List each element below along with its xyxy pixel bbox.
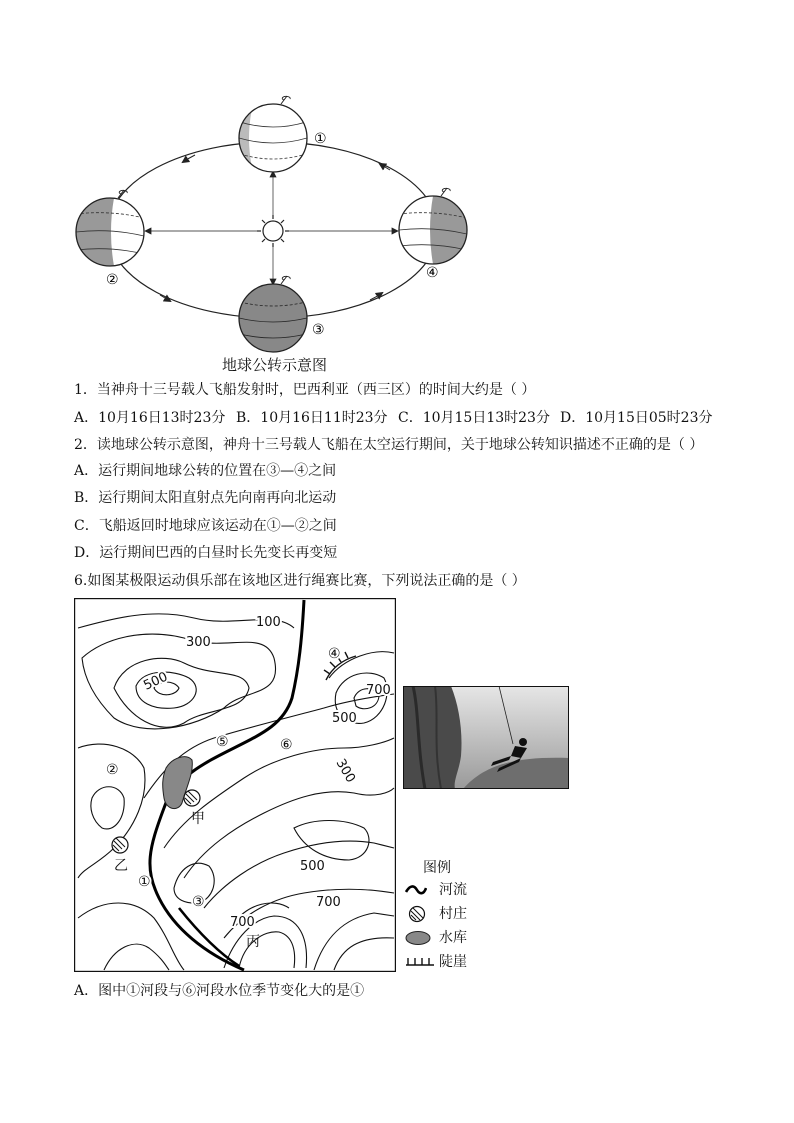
point-label-5: ⑤ xyxy=(216,734,229,750)
earth-position-3 xyxy=(239,276,307,352)
legend-item-reservoir xyxy=(405,926,485,950)
position-label-1: ① xyxy=(314,131,327,147)
position-label-2: ② xyxy=(106,272,119,288)
village-icon xyxy=(184,790,200,806)
earth-position-1 xyxy=(239,96,307,172)
earth-position-2 xyxy=(76,190,144,266)
contour-label: 700 xyxy=(366,683,391,698)
point-label-2: ② xyxy=(106,762,119,778)
question-2-stem: 2．读地球公转示意图，神舟十三号载人飞船在太空运行期间，关于地球公转知识描述不正确的是（ ） xyxy=(74,437,704,453)
sun-icon xyxy=(257,215,289,247)
reservoir-legend-icon xyxy=(405,930,431,946)
contour-label: 700 xyxy=(316,895,341,910)
point-label-6: ⑥ xyxy=(280,737,293,753)
position-label-4: ④ xyxy=(426,265,439,281)
village-legend-icon xyxy=(408,905,426,923)
question-6-stem: 6.如图某极限运动俱乐部在该地区进行绳赛比赛，下列说法正确的是（ ） xyxy=(74,573,526,589)
place-label-bing: 丙 xyxy=(246,934,260,950)
contour-label: 700 xyxy=(230,915,255,930)
question-1-stem: 1．当神舟十三号载人飞船发射时，巴西利亚（西三区）的时间大约是（ ） xyxy=(74,382,536,398)
q2-option-b: B．运行期间太阳直射点先向南再向北运动 xyxy=(74,490,337,506)
q2-option-d: D．运行期间巴西的白昼时长先变长再变短 xyxy=(74,545,338,561)
legend-item-village xyxy=(405,902,485,926)
cliff-legend-icon xyxy=(405,955,435,967)
position-label-3: ③ xyxy=(312,322,325,338)
q6-option-a: A．图中①河段与⑥河段水位季节变化大的是① xyxy=(74,983,365,999)
contour-label: 500 xyxy=(332,711,357,726)
place-label-jia: 甲 xyxy=(191,811,205,827)
legend-label-cliff: 陡崖 xyxy=(439,954,467,970)
point-label-1: ① xyxy=(138,874,151,890)
legend-item-cliff xyxy=(405,950,485,974)
map-legend xyxy=(405,858,485,974)
earth-position-4 xyxy=(399,188,467,264)
village-icon xyxy=(112,837,128,853)
legend-item-river xyxy=(405,878,485,902)
q1-option-d: D．10月15日05时23分 xyxy=(560,410,713,426)
earth-revolution-diagram xyxy=(60,90,480,355)
rock-climber-photo xyxy=(403,686,569,789)
contour-label: 300 xyxy=(186,635,211,650)
legend-title: 图例 xyxy=(423,860,451,876)
contour-label: 500 xyxy=(141,669,171,694)
diagram-caption: 地球公转示意图 xyxy=(222,356,328,374)
contour-label: 500 xyxy=(300,859,325,874)
q1-option-a: A．10月16日13时23分 xyxy=(74,410,226,426)
q2-option-a: A．运行期间地球公转的位置在③—④之间 xyxy=(74,463,337,479)
legend-label-reservoir: 水库 xyxy=(439,930,467,946)
point-label-4: ④ xyxy=(328,646,341,662)
point-label-3: ③ xyxy=(192,894,205,910)
legend-label-river: 河流 xyxy=(439,882,467,898)
q2-option-c: C．飞船返回时地球应该运动在①—②之间 xyxy=(74,518,337,534)
river-legend-icon xyxy=(405,884,427,896)
contour-label: 100 xyxy=(256,615,281,630)
legend-label-village: 村庄 xyxy=(439,906,467,922)
q1-option-c: C．10月15日13时23分 xyxy=(398,410,550,426)
q1-option-b: B．10月16日11时23分 xyxy=(236,410,388,426)
place-label-yi: 乙 xyxy=(114,858,128,874)
contour-label: 300 xyxy=(332,756,358,786)
contour-map xyxy=(74,598,396,972)
